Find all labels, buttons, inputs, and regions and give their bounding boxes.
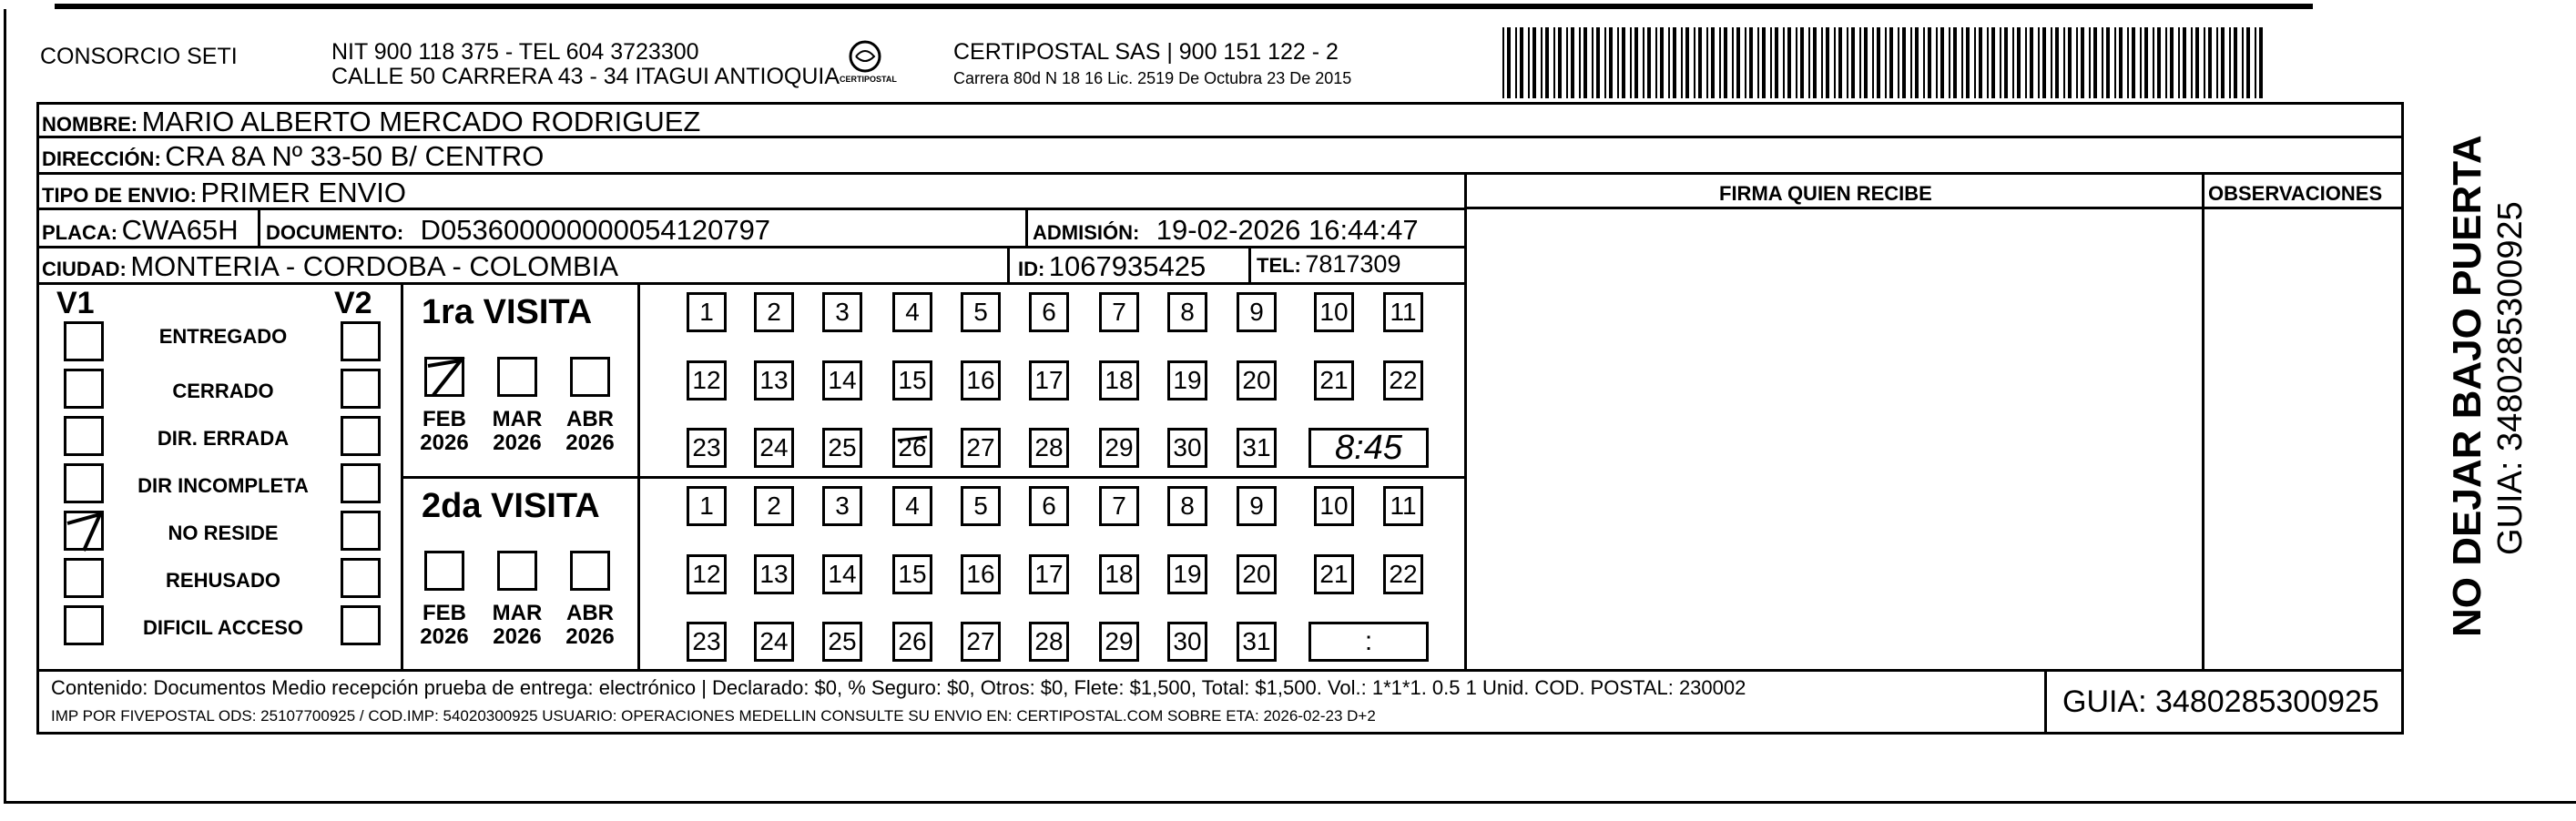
barcode-bar xyxy=(2132,27,2135,98)
barcode-bar xyxy=(1668,27,1670,98)
barcode-bar xyxy=(1553,27,1555,98)
visit-time-box[interactable]: : xyxy=(1308,622,1429,662)
barcode-bar xyxy=(1673,27,1676,98)
carrier-sub-line: Carrera 80d N 18 16 Lic. 2519 De Octubra 23 De 2015 xyxy=(953,69,1352,87)
footer-contents: Contenido: Documentos Medio recepción prueba de entrega: electrónico | Declarado: $0, % Seguro: $0, Otros: $0, Flete: $1,500, Total: $1,500. Vol.: 1*1*1. 0.5 1 Unid. COD. POSTAL: 230002 xyxy=(51,676,1746,699)
barcode-bar xyxy=(2153,27,2154,98)
barcode-bar xyxy=(1923,27,1925,98)
barcode-bar xyxy=(2076,27,2078,98)
ciudad-value: MONTERIA - CORDOBA - COLOMBIA xyxy=(130,250,619,282)
barcode-bar xyxy=(1545,27,1549,98)
day-box[interactable]: 4 xyxy=(892,292,932,332)
barcode-bar xyxy=(1940,27,1944,98)
day-box[interactable]: 1 xyxy=(687,486,727,526)
day-box[interactable]: 13 xyxy=(754,554,794,594)
status-option-label: DIR INCOMPLETA xyxy=(137,474,309,497)
barcode-bar xyxy=(1719,27,1721,98)
barcode-bar xyxy=(1770,27,1772,98)
tipo-envio-row xyxy=(42,178,406,207)
barcode-bar xyxy=(2165,27,2167,98)
barcode-bar xyxy=(2208,27,2212,98)
barcode-bar xyxy=(2114,27,2116,98)
day-box[interactable]: 25 xyxy=(822,428,862,468)
barcode-bar xyxy=(1694,27,1695,98)
barcode-bar xyxy=(1520,27,1523,98)
documento-label: DOCUMENTO: xyxy=(266,221,404,244)
barcode-bar xyxy=(1706,27,1708,98)
day-box[interactable]: 2 xyxy=(754,486,794,526)
barcode-bar xyxy=(1566,27,1568,98)
side-guia: GUIA: 3480285300925 xyxy=(2491,201,2530,555)
admision-field xyxy=(1033,216,1419,244)
day-box[interactable]: 23 xyxy=(687,428,727,468)
day-box[interactable]: 15 xyxy=(892,360,932,400)
status-option-label: NO RESIDE xyxy=(168,522,279,544)
barcode-bar xyxy=(1732,27,1734,98)
barcode-bar xyxy=(2063,27,2065,98)
day-box[interactable]: 28 xyxy=(1029,428,1069,468)
barcode-bar xyxy=(1502,27,1504,98)
direccion-value: CRA 8A Nº 33-50 B/ CENTRO xyxy=(165,140,545,172)
barcode-bar xyxy=(1736,27,1740,98)
barcode-bar xyxy=(1889,27,1893,98)
day-box[interactable]: 3 xyxy=(822,486,862,526)
barcode-bar xyxy=(2068,27,2072,98)
day-box[interactable]: 11 xyxy=(1383,486,1423,526)
barcode-bar xyxy=(1961,27,1963,98)
barcode-bar xyxy=(1596,27,1600,98)
day-box[interactable]: 9 xyxy=(1237,486,1277,526)
barcode-bar xyxy=(2183,27,2186,98)
barcode-bar xyxy=(1966,27,1970,98)
barcode-bar xyxy=(1783,27,1785,98)
certipostal-logo xyxy=(836,38,897,93)
day-box[interactable]: 12 xyxy=(687,554,727,594)
day-box[interactable]: 19 xyxy=(1167,554,1207,594)
barcode-bar xyxy=(1953,27,1957,98)
day-box[interactable]: 19 xyxy=(1167,360,1207,400)
barcode-bar xyxy=(1885,27,1887,98)
day-box[interactable]: 31 xyxy=(1237,622,1277,662)
barcode-bar xyxy=(1592,27,1593,98)
barcode-bar xyxy=(1532,27,1536,98)
barcode-bar xyxy=(1528,27,1530,98)
day-box[interactable]: 20 xyxy=(1237,360,1277,400)
day-box[interactable]: 14 xyxy=(822,554,862,594)
day-box[interactable]: 18 xyxy=(1099,554,1139,594)
barcode-bar xyxy=(2259,27,2263,98)
direccion-row xyxy=(42,142,544,170)
barcode-bar xyxy=(2242,27,2244,98)
documento-value: D053600000000054120797 xyxy=(420,214,771,246)
barcode-bar xyxy=(1936,27,1938,98)
ciudad-label: CIUDAD: xyxy=(42,258,127,280)
barcode-bar xyxy=(2216,27,2218,98)
col-line xyxy=(2202,172,2204,671)
col-line xyxy=(1464,172,1467,671)
direccion-label: DIRECCIÓN: xyxy=(42,147,161,170)
day-box[interactable]: 7 xyxy=(1099,292,1139,332)
barcode-bar xyxy=(1796,27,1797,98)
col-line xyxy=(2044,669,2047,735)
barcode-bar xyxy=(2195,27,2199,98)
logo-wordmark: CERTIPOSTAL xyxy=(840,75,897,84)
barcode-bar xyxy=(2025,27,2027,98)
day-box[interactable]: 4 xyxy=(892,486,932,526)
day-box[interactable]: 27 xyxy=(961,428,1001,468)
row-line xyxy=(1464,207,2404,209)
row-line xyxy=(401,476,1466,479)
footer-print-info: IMP POR FIVEPOSTAL ODS: 25107700925 / COD.IMP: 54020300925 USUARIO: OPERACIONES MEDELLIN CONSULTE SU ENVIO EN: CERTIPOSTAL.COM SOBRE ETA: 2026-02-23 D+2 xyxy=(51,707,1376,725)
ciudad-field xyxy=(42,252,618,280)
barcode-bar xyxy=(2055,27,2059,98)
id-label: ID: xyxy=(1018,258,1045,280)
barcode-bar xyxy=(1622,27,1625,98)
row-line xyxy=(36,172,2404,175)
barcode-bar xyxy=(2221,27,2225,98)
barcode-bar xyxy=(1604,27,1606,98)
day-box[interactable]: 1 xyxy=(687,292,727,332)
barcode-bar xyxy=(1902,27,1906,98)
barcode-bar xyxy=(2093,27,2097,98)
row-line xyxy=(36,246,1466,248)
tel-label: TEL: xyxy=(1257,254,1301,277)
id-value: 1067935425 xyxy=(1048,250,1207,282)
day-box[interactable]: 26 xyxy=(892,428,932,468)
day-box[interactable]: 15 xyxy=(892,554,932,594)
barcode-bar xyxy=(1655,27,1657,98)
day-box[interactable]: 24 xyxy=(754,428,794,468)
tipo-envio-label: TIPO DE ENVIO: xyxy=(42,184,197,207)
barcode-bar xyxy=(1898,27,1899,98)
day-box[interactable]: 8 xyxy=(1167,292,1207,332)
barcode-bar xyxy=(1583,27,1587,98)
placa-field xyxy=(42,216,239,244)
day-box[interactable]: 2 xyxy=(754,292,794,332)
barcode-bar xyxy=(2102,27,2103,98)
day-box[interactable]: 17 xyxy=(1029,360,1069,400)
day-box[interactable]: 10 xyxy=(1314,292,1354,332)
handwritten-check-mark xyxy=(424,355,470,400)
day-box[interactable]: 22 xyxy=(1383,360,1423,400)
barcode-bar xyxy=(2017,27,2021,98)
barcode-bar xyxy=(1681,27,1683,98)
day-box[interactable]: 21 xyxy=(1314,554,1354,594)
barcode-bar xyxy=(2106,27,2110,98)
day-box[interactable]: 24 xyxy=(754,622,794,662)
barcode-bar xyxy=(1762,27,1766,98)
barcode-bar xyxy=(2081,27,2084,98)
month-checkbox[interactable] xyxy=(570,551,610,591)
barcode-bar xyxy=(2229,27,2231,98)
barcode-bar xyxy=(1775,27,1778,98)
day-box[interactable]: 13 xyxy=(754,360,794,400)
day-box[interactable]: 11 xyxy=(1383,292,1423,332)
barcode-bar xyxy=(1787,27,1791,98)
day-box[interactable]: 16 xyxy=(961,554,1001,594)
barcode-bar xyxy=(2191,27,2193,98)
barcode-bar xyxy=(1872,27,1874,98)
month-label: MAR 2026 xyxy=(492,407,543,456)
barcode-bar xyxy=(2004,27,2008,98)
col-line xyxy=(1025,208,1028,248)
day-box[interactable]: 20 xyxy=(1237,554,1277,594)
barcode-bar xyxy=(1834,27,1836,98)
day-box[interactable]: 30 xyxy=(1167,622,1207,662)
barcode-bar xyxy=(1826,27,1829,98)
day-box[interactable]: 25 xyxy=(822,622,862,662)
barcode-bar xyxy=(1808,27,1810,98)
nombre-label: NOMBRE: xyxy=(42,113,138,136)
day-box[interactable]: 9 xyxy=(1237,292,1277,332)
day-box[interactable]: 31 xyxy=(1237,428,1277,468)
barcode-bar xyxy=(1685,27,1689,98)
barcode-bar xyxy=(1949,27,1950,98)
barcode-bar xyxy=(1979,27,1982,98)
barcode-bar xyxy=(2042,27,2046,98)
barcode-bar xyxy=(1910,27,1912,98)
day-box[interactable]: 21 xyxy=(1314,360,1354,400)
barcode-bar xyxy=(1877,27,1880,98)
barcode-bar xyxy=(1571,27,1574,98)
barcode-bar xyxy=(2144,27,2148,98)
v2-label: V2 xyxy=(334,286,372,320)
barcode-bar xyxy=(2012,27,2014,98)
day-box[interactable]: 23 xyxy=(687,622,727,662)
visit-title: 1ra VISITA xyxy=(422,293,593,331)
barcode-bar xyxy=(1698,27,1702,98)
barcode-bar xyxy=(1821,27,1823,98)
barcode-bar xyxy=(1745,27,1746,98)
day-box[interactable]: 6 xyxy=(1029,486,1069,526)
address-line: CALLE 50 CARRERA 43 - 34 ITAGUI ANTIOQUIA xyxy=(331,64,840,89)
nombre-row xyxy=(42,107,700,136)
barcode-bar xyxy=(1991,27,1995,98)
carrier-line: CERTIPOSTAL SAS | 900 151 122 - 2 xyxy=(953,39,1339,65)
barcode-bar xyxy=(2246,27,2250,98)
barcode-bar xyxy=(2178,27,2180,98)
day-box[interactable]: 5 xyxy=(961,292,1001,332)
day-box[interactable]: 10 xyxy=(1314,486,1354,526)
tipo-envio-value: PRIMER ENVIO xyxy=(200,177,407,208)
barcode-bar xyxy=(1915,27,1919,98)
barcode-bar xyxy=(2204,27,2205,98)
day-box[interactable]: 27 xyxy=(961,622,1001,662)
barcode-bar xyxy=(2089,27,2091,98)
barcode-bar xyxy=(1749,27,1753,98)
barcode-bar xyxy=(1579,27,1581,98)
month-label: ABR 2026 xyxy=(565,407,615,456)
handwritten-strike-mark xyxy=(892,428,932,468)
nombre-value: MARIO ALBERTO MERCADO RODRIGUEZ xyxy=(141,106,701,137)
barcode-bar xyxy=(2255,27,2256,98)
scan-left-edge xyxy=(4,9,6,803)
day-box[interactable]: 17 xyxy=(1029,554,1069,594)
barcode-bar xyxy=(1724,27,1727,98)
barcode-bar xyxy=(1609,27,1613,98)
day-box[interactable]: 29 xyxy=(1099,428,1139,468)
month-checkbox[interactable] xyxy=(570,357,610,397)
status-option-label: CERRADO xyxy=(172,380,274,402)
day-box[interactable]: 7 xyxy=(1099,486,1139,526)
barcode-bar xyxy=(1515,27,1517,98)
firma-header: FIRMA QUIEN RECIBE xyxy=(1719,182,1932,205)
month-checkbox[interactable] xyxy=(424,551,464,591)
row-line xyxy=(36,282,1466,285)
barcode-bar xyxy=(2119,27,2123,98)
barcode-bar xyxy=(1859,27,1861,98)
barcode-bar xyxy=(2140,27,2142,98)
handwritten-check-mark xyxy=(60,503,111,554)
barcode-bar xyxy=(2030,27,2033,98)
barcode-bar xyxy=(1507,27,1511,98)
barcode-bar xyxy=(1974,27,1976,98)
day-box[interactable]: 14 xyxy=(822,360,862,400)
footer-guia: GUIA: 3480285300925 xyxy=(2062,684,2379,719)
day-box[interactable]: 28 xyxy=(1029,622,1069,662)
side-warning: NO DEJAR BAJO PUERTA xyxy=(2445,135,2489,637)
day-box[interactable]: 16 xyxy=(961,360,1001,400)
tel-value: 7817309 xyxy=(1305,250,1401,278)
day-box[interactable]: 5 xyxy=(961,486,1001,526)
id-field xyxy=(1018,252,1206,280)
barcode-bar xyxy=(2038,27,2040,98)
status-option-label: DIFICIL ACCESO xyxy=(142,616,303,639)
scan-top-edge xyxy=(55,4,2313,9)
company-name: CONSORCIO SETI xyxy=(40,44,238,69)
barcode-bar xyxy=(1757,27,1759,98)
documento-field xyxy=(266,216,770,244)
month-checkbox[interactable] xyxy=(497,551,537,591)
barcode-bar xyxy=(1800,27,1804,98)
barcode-bar xyxy=(1660,27,1664,98)
barcode-bar xyxy=(2170,27,2174,98)
status-option-label: REHUSADO xyxy=(166,569,280,592)
barcode-bar xyxy=(1864,27,1868,98)
barcode-bar xyxy=(1813,27,1817,98)
nit-line: NIT 900 118 375 - TEL 604 3723300 xyxy=(331,39,699,65)
certipostal-logo-icon xyxy=(836,38,894,93)
barcode-bar xyxy=(2127,27,2129,98)
observaciones-header: OBSERVACIONES xyxy=(2208,182,2383,205)
status-option-label: ENTREGADO xyxy=(158,325,288,348)
placa-value: CWA65H xyxy=(121,214,239,246)
day-box[interactable]: 3 xyxy=(822,292,862,332)
day-box[interactable]: 8 xyxy=(1167,486,1207,526)
barcode-bar xyxy=(1630,27,1632,98)
barcode-bar xyxy=(2000,27,2001,98)
tel-field xyxy=(1257,252,1400,277)
scan-bottom-edge xyxy=(4,801,2576,804)
month-label: MAR 2026 xyxy=(492,601,543,650)
day-box[interactable]: 12 xyxy=(687,360,727,400)
barcode-bar xyxy=(1928,27,1931,98)
visit-time-box[interactable]: 8:45 xyxy=(1308,428,1429,468)
barcode-bar xyxy=(1838,27,1842,98)
barcode-bar xyxy=(1847,27,1848,98)
day-box[interactable]: 26 xyxy=(892,622,932,662)
day-box[interactable]: 30 xyxy=(1167,428,1207,468)
month-checkbox[interactable] xyxy=(497,357,537,397)
barcode-bar xyxy=(1558,27,1562,98)
col-line xyxy=(1007,246,1010,284)
barcode-bar xyxy=(2234,27,2237,98)
day-box[interactable]: 22 xyxy=(1383,554,1423,594)
placa-label: PLACA: xyxy=(42,221,118,244)
barcode-bar xyxy=(1987,27,1989,98)
status-option-label: DIR. ERRADA xyxy=(157,427,290,450)
col-line xyxy=(1248,246,1251,284)
barcode-bar xyxy=(2157,27,2161,98)
month-label: ABR 2026 xyxy=(565,601,615,650)
day-box[interactable]: 29 xyxy=(1099,622,1139,662)
day-box[interactable]: 18 xyxy=(1099,360,1139,400)
barcode xyxy=(1502,27,2267,98)
day-box[interactable]: 6 xyxy=(1029,292,1069,332)
admision-label: ADMISIÓN: xyxy=(1033,221,1140,244)
footer-line xyxy=(36,669,2404,672)
v1-label: V1 xyxy=(56,286,95,320)
barcode-bar xyxy=(1541,27,1543,98)
barcode-bar xyxy=(1634,27,1638,98)
month-label: FEB 2026 xyxy=(420,601,469,650)
barcode-bar xyxy=(1643,27,1644,98)
col-line xyxy=(258,208,260,248)
barcode-bar xyxy=(1617,27,1619,98)
visit-title: 2da VISITA xyxy=(422,487,600,525)
barcode-bar xyxy=(2051,27,2052,98)
month-label: FEB 2026 xyxy=(420,407,469,456)
barcode-bar xyxy=(1647,27,1651,98)
barcode-bar xyxy=(1851,27,1855,98)
admision-value: 19-02-2026 16:44:47 xyxy=(1156,214,1419,246)
barcode-bar xyxy=(1711,27,1715,98)
